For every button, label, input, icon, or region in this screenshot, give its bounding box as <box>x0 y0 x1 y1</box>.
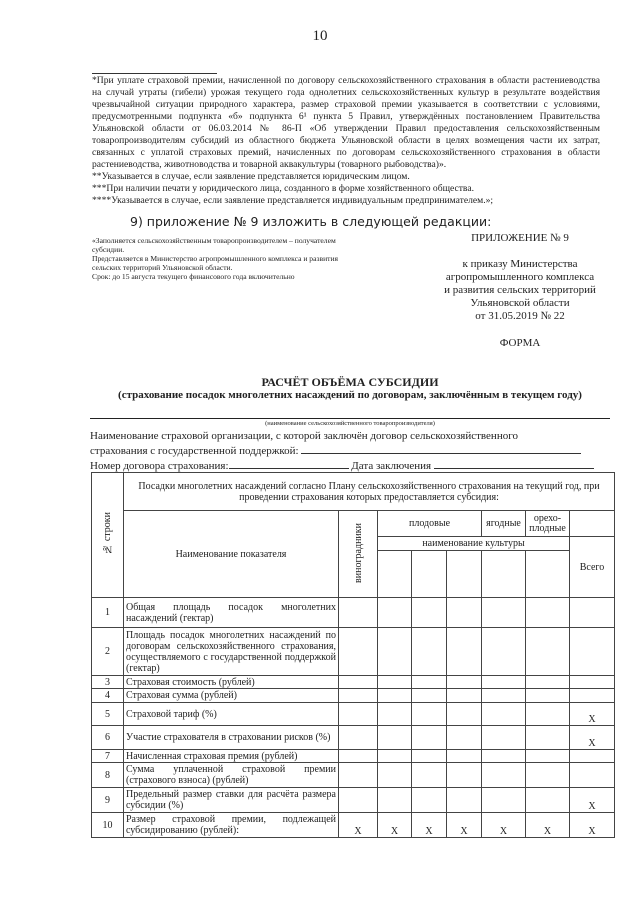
value-cell[interactable] <box>570 628 615 676</box>
x-mark: X <box>378 813 412 838</box>
crop-name-cell[interactable] <box>526 551 570 598</box>
note-line: «Заполняется сельскохозяйственным товаропроизводителем – получателем субсидии. <box>92 236 336 254</box>
form-label: ФОРМА <box>499 337 541 349</box>
value-cell[interactable] <box>526 703 570 726</box>
value-cell[interactable] <box>447 788 482 813</box>
indicator-name: Страховой тариф (%) <box>124 703 339 726</box>
value-cell[interactable] <box>447 750 482 763</box>
subsidy-table <box>91 472 615 838</box>
value-cell[interactable] <box>378 598 412 628</box>
indicator-name: Страховая сумма (рублей) <box>124 689 339 703</box>
table-row <box>92 703 615 726</box>
table-row <box>92 598 615 628</box>
indicator-name: Предельный размер ставки для расчёта размера субсидии (%) <box>124 788 339 813</box>
value-cell[interactable] <box>570 676 615 689</box>
table-row <box>92 763 615 788</box>
contract-info <box>90 429 610 473</box>
indicator-name: Площадь посадок многолетних насаждений по договорам сельскохозяйственного страхования, осуществляемого с государственной поддержкой (гектар) <box>124 628 339 676</box>
value-cell[interactable] <box>570 763 615 788</box>
value-cell[interactable] <box>412 676 447 689</box>
x-mark: X <box>339 813 378 838</box>
appendix-block <box>420 232 620 350</box>
indicator-name: Страховая стоимость (рублей) <box>124 676 339 689</box>
value-cell[interactable] <box>339 763 378 788</box>
value-cell[interactable] <box>482 788 526 813</box>
table-row <box>92 628 615 676</box>
form-subtitle: (страхование посадок многолетних насаждений по договорам, заключённым в текущем году) <box>118 389 582 401</box>
contract-date-label: Дата заключения <box>351 460 432 472</box>
x-mark: X <box>570 788 615 813</box>
value-cell[interactable] <box>412 628 447 676</box>
value-cell[interactable] <box>378 788 412 813</box>
value-cell[interactable] <box>339 676 378 689</box>
appendix-line: к приказу Министерства <box>462 258 578 270</box>
left-note <box>92 236 352 281</box>
row-number: 10 <box>92 813 124 838</box>
value-cell[interactable] <box>339 750 378 763</box>
value-cell[interactable] <box>412 703 447 726</box>
x-mark: X <box>447 813 482 838</box>
item-9-heading: 9) приложение № 9 изложить в следующей редакции: <box>130 214 492 229</box>
value-cell[interactable] <box>378 628 412 676</box>
appendix-heading: ПРИЛОЖЕНИЕ № 9 <box>471 232 569 244</box>
x-mark: X <box>412 813 447 838</box>
value-cell[interactable] <box>570 750 615 763</box>
value-cell[interactable] <box>482 703 526 726</box>
value-cell[interactable] <box>339 788 378 813</box>
table-row <box>92 750 615 763</box>
value-cell[interactable] <box>482 726 526 750</box>
value-cell[interactable] <box>339 628 378 676</box>
org-label: Наименование страховой организации, с которой заключён договор сельскохозяйственного <box>90 430 518 442</box>
row-number: 1 <box>92 598 124 628</box>
value-cell[interactable] <box>482 689 526 703</box>
crop-name-cell[interactable] <box>378 551 412 598</box>
producer-caption: (наименование сельскохозяйственного товаропроизводителя) <box>265 420 435 427</box>
value-cell[interactable] <box>412 598 447 628</box>
value-cell[interactable] <box>378 703 412 726</box>
footnote-divider <box>92 73 217 74</box>
crop-name-header: наименование культуры <box>378 537 570 551</box>
x-mark: X <box>570 703 615 726</box>
row-number: 8 <box>92 763 124 788</box>
value-cell[interactable] <box>378 750 412 763</box>
contract-number-field[interactable] <box>229 458 349 469</box>
value-cell[interactable] <box>482 676 526 689</box>
org-label-2: страхования с государственной поддержкой: <box>90 445 299 457</box>
x-mark: X <box>482 813 526 838</box>
appendix-line: и развития сельских территорий <box>444 284 596 296</box>
footnote-3: ***При наличии печати у юридического лица, созданного в форме хозяйственного общества. <box>92 183 474 194</box>
x-mark: X <box>570 813 615 838</box>
value-cell[interactable] <box>412 750 447 763</box>
row-number: 7 <box>92 750 124 763</box>
note-line: Представляется в Министерство агропромышленного комплекса и развития сельских территорий Ульяновской области. <box>92 254 339 272</box>
footnotes <box>92 75 600 207</box>
value-cell[interactable] <box>447 628 482 676</box>
indicator-name: Начисленная страховая премия (рублей) <box>124 750 339 763</box>
value-cell[interactable] <box>526 763 570 788</box>
footnote-4: ****Указывается в случае, если заявление представляется индивидуальным предпринимателем.»; <box>92 195 494 206</box>
value-cell[interactable] <box>339 689 378 703</box>
row-no-header: № строки <box>92 473 124 598</box>
org-name-field[interactable] <box>301 443 581 454</box>
indicator-header: Наименование показателя <box>124 511 339 598</box>
value-cell[interactable] <box>482 598 526 628</box>
value-cell[interactable] <box>447 703 482 726</box>
form-title: РАСЧЁТ ОБЪЁМА СУБСИДИИ <box>261 375 439 389</box>
value-cell[interactable] <box>447 763 482 788</box>
contract-number-label: Номер договора страхования: <box>90 460 229 472</box>
x-mark: X <box>570 726 615 750</box>
indicator-name: Сумма уплаченной страховой премии (страхового взноса) (рублей) <box>124 763 339 788</box>
indicator-name: Участие страхователя в страховании рисков (%) <box>124 726 339 750</box>
page-number: 10 <box>312 28 328 44</box>
table-row <box>92 788 615 813</box>
value-cell[interactable] <box>526 750 570 763</box>
row-number: 3 <box>92 676 124 689</box>
group-header: Посадки многолетних насаждений согласно Плану сельскохозяйственного страхования на текущий год, при проведении страхования которых предоставляется субсидия: <box>124 473 615 511</box>
value-cell[interactable] <box>447 726 482 750</box>
value-cell[interactable] <box>526 726 570 750</box>
value-cell[interactable] <box>570 598 615 628</box>
value-cell[interactable] <box>526 689 570 703</box>
table-row <box>92 813 615 838</box>
value-cell[interactable] <box>412 726 447 750</box>
footnote-2: **Указывается в случае, если заявление представляется юридическим лицом. <box>92 171 410 182</box>
vineyards-header: виноградники <box>339 511 378 598</box>
row-number: 9 <box>92 788 124 813</box>
crop-name-cell[interactable] <box>412 551 447 598</box>
total-header: Всего <box>570 537 615 598</box>
value-cell[interactable] <box>412 689 447 703</box>
x-mark: X <box>526 813 570 838</box>
crop-name-cell[interactable] <box>447 551 482 598</box>
row-number: 2 <box>92 628 124 676</box>
value-cell[interactable] <box>378 689 412 703</box>
berry-header: ягодные <box>482 511 526 537</box>
crop-name-cell[interactable] <box>482 551 526 598</box>
contract-date-field[interactable] <box>434 458 594 469</box>
value-cell[interactable] <box>526 676 570 689</box>
note-line: Срок: до 15 августа текущего финансового года включительно <box>92 272 295 281</box>
value-cell[interactable] <box>526 628 570 676</box>
value-cell[interactable] <box>339 726 378 750</box>
value-cell[interactable] <box>412 788 447 813</box>
table-row <box>92 689 615 703</box>
value-cell[interactable] <box>570 689 615 703</box>
value-cell[interactable] <box>526 788 570 813</box>
value-cell[interactable] <box>482 628 526 676</box>
row-number: 4 <box>92 689 124 703</box>
value-cell[interactable] <box>447 676 482 689</box>
value-cell[interactable] <box>378 676 412 689</box>
fruit-header: плодовые <box>378 511 482 537</box>
table-row <box>92 676 615 689</box>
row-number: 6 <box>92 726 124 750</box>
value-cell[interactable] <box>447 598 482 628</box>
value-cell[interactable] <box>482 763 526 788</box>
appendix-line: агропромышленного комплекса <box>445 271 595 283</box>
indicator-name: Общая площадь посадок многолетних насаждений (гектар) <box>124 598 339 628</box>
value-cell[interactable] <box>378 726 412 750</box>
value-cell[interactable] <box>447 689 482 703</box>
row-number: 5 <box>92 703 124 726</box>
value-cell[interactable] <box>378 763 412 788</box>
table-row <box>92 726 615 750</box>
empty-header-cell <box>570 511 615 537</box>
producer-name-line[interactable] <box>90 418 610 419</box>
value-cell[interactable] <box>412 763 447 788</box>
footnote-1: *При уплате страховой премии, начисленной по договору сельскохозяйственного страхования в области растениеводства на случай утраты (гибели) урожая текущего года однолетних сельскохозяйственных культур в результате воздействия чрезвычайной ситуации природного характера, размер страховой премии указывается в соответствии с условиями, предусмотренными подпункта «б» подпункта 6¹ пункта 5 Правил, утверждённых постановлением Правительства Ульяновской области от 06.03.2014 № 86-П «Об утверждении Правил предоставления сельскохозяйственным товаропроизводителям субсидий из областного бюджета Ульяновской области в целях возмещения части их затрат, связанных с уплатой страховых премий, начисленных по договорам сельскохозяйственного страхования в области растениеводства, животноводства и товарной аквакультуры (товарного рыбоводства)». <box>92 75 600 170</box>
value-cell[interactable] <box>339 703 378 726</box>
value-cell[interactable] <box>482 750 526 763</box>
appendix-line: от 31.05.2019 № 22 <box>475 310 565 322</box>
indicator-name: Размер страховой премии, подлежащей субсидированию (рублей): <box>124 813 339 838</box>
nut-header: орехо-плодные <box>526 511 570 537</box>
appendix-line: Ульяновской области <box>470 297 570 309</box>
value-cell[interactable] <box>339 598 378 628</box>
value-cell[interactable] <box>526 598 570 628</box>
